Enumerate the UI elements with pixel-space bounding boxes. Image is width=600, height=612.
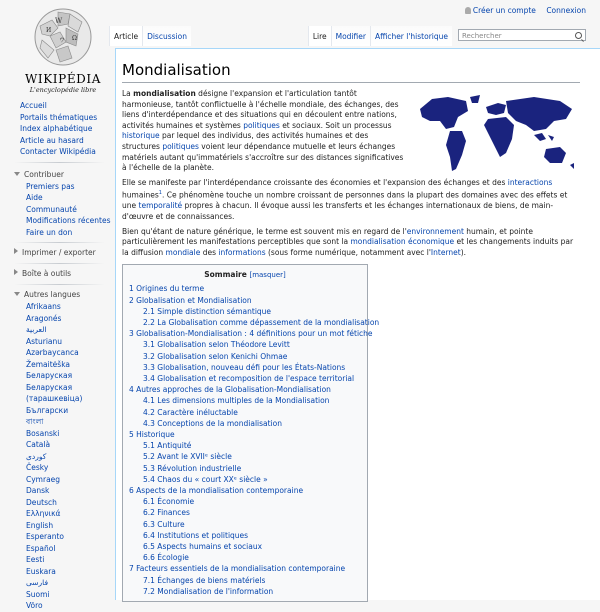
toc-item[interactable]: 7 Facteurs essentiels de la mondialisation contemporaine	[129, 564, 346, 574]
divider	[14, 284, 105, 285]
namespace-tabs	[109, 26, 191, 46]
view-tabs	[308, 26, 586, 46]
toc-item[interactable]: 5.2 Avant le XVIIᵉ siècle	[143, 452, 232, 462]
toc-item[interactable]: 4 Autres approches de la Globalisation-Mondialisation	[129, 385, 331, 395]
language-link[interactable]: Ελληνικά	[26, 509, 61, 518]
language-link[interactable]: کوردی	[26, 451, 47, 461]
chevron-down-icon	[14, 172, 20, 176]
toc-item[interactable]: 5 Historique	[129, 430, 175, 440]
tab-article[interactable]: Article	[109, 26, 142, 46]
search-input[interactable]	[458, 29, 586, 41]
toc-item[interactable]: 2.2 La Globalisation comme dépassement de la mondialisation	[143, 318, 380, 328]
toc-item[interactable]: 6.3 Culture	[143, 519, 185, 529]
toc-item[interactable]: 2 Globalisation et Mondialisation	[129, 295, 252, 305]
content-area	[115, 48, 600, 600]
language-link[interactable]: Euskara	[26, 566, 56, 576]
portal-contribute-heading[interactable]: Contribuer	[0, 169, 115, 181]
divider	[14, 162, 105, 163]
toc-item[interactable]: 5.3 Révolution industrielle	[143, 463, 242, 473]
link-environnement[interactable]: environnement	[406, 226, 464, 236]
table-of-contents	[122, 264, 380, 602]
language-link[interactable]: Esperanto	[26, 532, 64, 541]
language-link[interactable]: Azərbaycanca	[26, 348, 79, 357]
language-link[interactable]: Asturianu	[26, 336, 63, 346]
nav-item-contact[interactable]: Contacter Wikipédia	[20, 147, 96, 156]
tab-read[interactable]: Lire	[308, 26, 331, 46]
portal-contribute	[0, 169, 115, 239]
language-link[interactable]: Suomi	[26, 589, 50, 599]
toc-item[interactable]: 6.6 Écologie	[143, 553, 189, 563]
toc-toggle[interactable]: [masquer]	[249, 271, 286, 280]
toc-item[interactable]: 5.1 Antiquité	[143, 441, 192, 451]
link-politiques[interactable]: politiques	[243, 120, 280, 130]
contribute-item[interactable]: Aide	[26, 193, 43, 202]
personal-tools	[457, 6, 586, 15]
portal-languages-heading[interactable]: Autres langues	[0, 289, 115, 301]
world-map-image[interactable]	[414, 91, 580, 179]
nav-item-index[interactable]: Index alphabétique	[20, 124, 93, 133]
language-link[interactable]: Български	[26, 405, 69, 415]
nav-item-accueil[interactable]: Accueil	[20, 101, 47, 110]
paragraph-2: Elle se manifeste par l'interdépendance croissante des économies et l'expansion des échanges et des interactions humaines$^1$. Ce phénomène touche un nombre croissant de personnes dans la plupart des domaines avec des effets et une temporalité propres à chacun. Il évoque aussi les transferts et les échanges internationaux de biens, de main-d'œuvre et de connaissances.	[122, 177, 568, 222]
link-internet[interactable]: Internet	[430, 247, 461, 257]
chevron-right-icon	[14, 269, 18, 275]
toc-item[interactable]: 6.2 Finances	[143, 508, 190, 518]
svg-text:И: И	[46, 27, 52, 34]
language-link[interactable]: Eesti	[26, 555, 45, 564]
link-informations[interactable]: informations	[218, 247, 266, 257]
toc-title: Sommaire [masquer]	[204, 270, 286, 280]
toc-item[interactable]: 6.4 Institutions et politiques	[143, 530, 249, 540]
language-link[interactable]: Dansk	[26, 486, 50, 495]
language-link[interactable]: فارسی	[26, 578, 49, 587]
link-interactions[interactable]: interactions	[507, 177, 553, 187]
toc-item[interactable]: 7.1 Échanges de biens matériels	[143, 575, 266, 585]
search-placeholder: Rechercher	[462, 32, 502, 40]
language-link[interactable]: Česky	[26, 463, 49, 472]
logo-title: WIKIPÉDIA	[24, 72, 102, 86]
create-account-link[interactable]: Créer un compte	[472, 6, 536, 15]
main-navigation	[0, 100, 115, 158]
toc-item[interactable]: 3.4 Globalisation et recomposition de l'espace territorial	[143, 374, 355, 384]
toc-item[interactable]: 3.3 Globalisation, nouveau défi pour les États-Nations	[143, 362, 346, 372]
paragraph-3: Bien qu'étant de nature générique, le terme est souvent mis en regard de l'environnement humain, et pointe particulièrement les manifestations perceptibles que sont la mondialisation économique et les changements induits par la diffusion mondiale des informations (sous forme numérique, notamment avec l'Internet).	[122, 226, 574, 257]
toc-item[interactable]: 3 Globalisation-Mondialisation : 4 définitions pour un mot fétiche	[129, 329, 373, 339]
link-politiques-2[interactable]: politiques	[162, 141, 199, 151]
contribute-item[interactable]: Premiers pas	[26, 181, 75, 191]
divider	[14, 263, 105, 264]
footnote-ref[interactable]: 1	[158, 190, 162, 197]
toc-item[interactable]: 2.1 Simple distinction sémantique	[143, 306, 272, 316]
user-icon	[465, 7, 471, 14]
toc-item[interactable]: 6.5 Aspects humains et sociaux	[143, 542, 263, 552]
divider	[14, 242, 105, 243]
toc-item[interactable]: 4.2 Caractère inéluctable	[143, 407, 238, 417]
toc-item[interactable]: 6 Aspects de la mondialisation contemporaine	[129, 486, 304, 496]
language-link[interactable]: Català	[26, 440, 51, 449]
toc-item[interactable]: 1 Origines du terme	[129, 284, 205, 294]
nav-item-random[interactable]: Article au hasard	[20, 135, 84, 145]
svg-text:W: W	[55, 17, 63, 25]
language-link[interactable]: Cymraeg	[26, 474, 61, 484]
tab-edit[interactable]: Modifier	[331, 26, 370, 46]
page-title: Mondialisation	[122, 61, 580, 83]
svg-text:Ω: Ω	[72, 35, 77, 42]
language-link[interactable]: English	[26, 520, 54, 530]
language-link[interactable]: Võro	[26, 601, 43, 610]
puzzle-globe-icon	[32, 6, 94, 68]
language-link[interactable]: Žemaitėška	[26, 359, 71, 369]
wikipedia-logo[interactable]	[14, 6, 112, 94]
language-link[interactable]: Deutsch	[26, 497, 57, 507]
link-mondiale[interactable]: mondiale	[165, 247, 201, 257]
chevron-right-icon	[14, 248, 18, 254]
language-link[interactable]: Aragonés	[26, 313, 62, 323]
portal-print-heading[interactable]: Imprimer / exporter	[0, 247, 115, 259]
sidebar	[0, 100, 115, 612]
login-link[interactable]: Connexion	[546, 6, 586, 15]
toc-item[interactable]: 5.4 Chaos du « court XXᵉ siècle »	[143, 474, 268, 484]
tab-discussion[interactable]: Discussion	[142, 26, 191, 46]
toc-item[interactable]: 4.3 Conceptions de la mondialisation	[143, 418, 282, 428]
svg-text:ウ: ウ	[59, 37, 66, 44]
language-link[interactable]: العربية	[26, 325, 47, 334]
contribute-item[interactable]: Faire un don	[26, 227, 73, 237]
logo-subtitle: L'encyclopédie libre	[29, 86, 97, 94]
language-link[interactable]: Afrikaans	[26, 302, 61, 311]
tab-history[interactable]: Afficher l'historique	[370, 26, 452, 46]
lead-paragraph: La mondialisation désigne l'expansion et l'articulation tantôt harmonieuse, tantôt conflictuelle à l'échelle mondiale, des échanges, des liens d'interdépendance et des situations qui en découlent entre nations, activités humaines et systèmes politiques et sociaux. Soit un processus historique par lequel des individus, des activités humaines et des structures politiques voient leur dépendance mutuelle et leurs échanges matériels autant qu'immatériels s'accroître sur des distances significatives à l'échelle de la planète.	[122, 89, 404, 173]
bold-term: mondialisation	[133, 89, 196, 98]
link-mondialisation-economique[interactable]: mondialisation économique	[350, 237, 455, 247]
nav-item-portails[interactable]: Portails thématiques	[20, 112, 98, 122]
portal-languages	[0, 289, 115, 612]
toc-item[interactable]: 4.1 Les dimensions multiples de la Mondialisation	[143, 396, 330, 406]
language-link[interactable]: Беларуская (тарашкевіца)	[26, 382, 83, 403]
toc-item[interactable]: 3.1 Globalisation selon Théodore Levitt	[143, 340, 290, 350]
language-link[interactable]: বাংলা	[26, 417, 44, 426]
contribute-item[interactable]: Communauté	[26, 204, 77, 214]
search-icon[interactable]	[575, 32, 582, 39]
link-temporalite[interactable]: temporalité	[138, 201, 183, 211]
language-list	[26, 301, 115, 612]
toc-item[interactable]: 3.2 Globalisation selon Kenichi Ohmae	[143, 351, 288, 361]
toc-item[interactable]: 6.1 Économie	[143, 497, 195, 507]
contribute-item[interactable]: Modifications récentes	[26, 216, 111, 225]
chevron-down-icon	[14, 292, 20, 296]
language-link[interactable]: Bosanski	[26, 428, 60, 438]
link-historique[interactable]: historique	[122, 131, 160, 141]
toc-item[interactable]: 7.2 Mondialisation de l'information	[143, 586, 274, 596]
language-link[interactable]: Español	[26, 543, 56, 553]
portal-tools-heading[interactable]: Boîte à outils	[0, 268, 115, 280]
toc-list	[129, 283, 380, 597]
language-link[interactable]: Беларуская	[26, 371, 73, 380]
